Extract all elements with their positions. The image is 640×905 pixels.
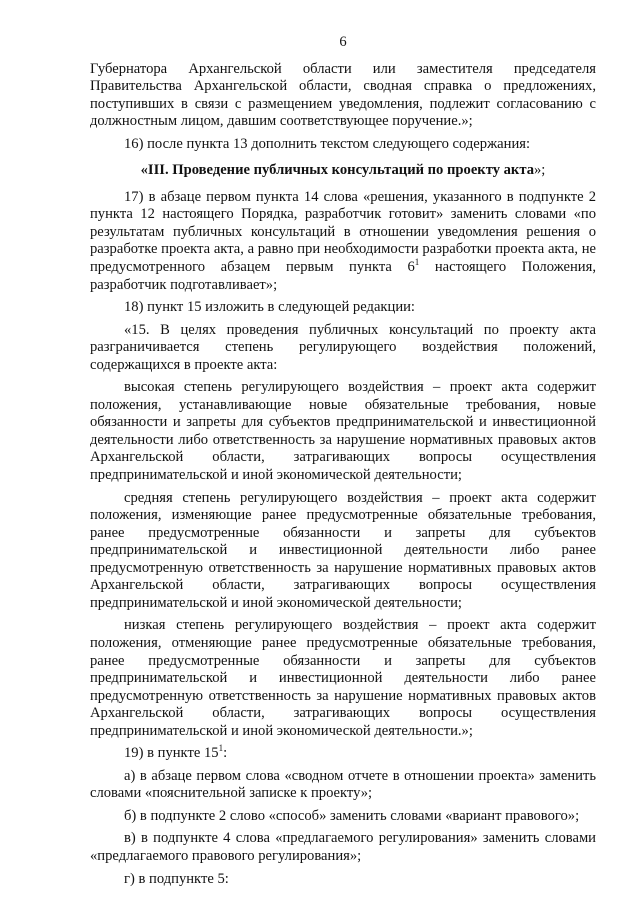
paragraph-sub-b: б) в подпункте 2 слово «способ» заменить словами «вариант правового»;: [124, 807, 580, 824]
paragraph-point-15: «15. В целях проведения публичных консультаций по проекту акта разграничивается степень регулирующего воздействия положений, содержащихся в проекте акта:: [90, 321, 596, 373]
paragraph-low-degree: низкая степень регулирующего воздействия – проект акта содержит положения, отменяющие ранее предусмотренные обязательные требования, ранее предусмотренные обязанности и запреты для субъектов предпринимательской и инвестиционной деятельности либо ранее предусмотренную ответственность за нарушение нормативных правовых актов Архангельской области, затрагивающих вопросы осуществления предпринимательской и иной экономической деятельности.»;: [90, 617, 596, 739]
item-19-text: 19) в пункте 15: [124, 745, 219, 762]
paragraph-continuation: Губернатора Архангельской области или заместителя председателя Правительства Архангельской области, сводная справка о предложениях, поступивших в связи с размещением уведомления, подлежит согласованию с должностным лицом, давшим соответствующее поручение.»;: [90, 60, 596, 130]
item-17-text-end: настоящего Положения, разработчик подготавливает»;: [90, 259, 596, 293]
item-19-superscript: 1: [218, 743, 224, 754]
paragraph-item-17: [90, 189, 596, 294]
item-17-text: 17) в абзаце первом пункта 14 слова «решения, указанного в подпункте 2 пункта 12 настоящего Порядка, разработчик готовит» заменить словами «по результатам публичных консультаций в отношении уведомления решения о разработке проекта акта, а равно при необходимости разработки проекта акта, не предусмотренного абзацем первым пункта 6: [90, 188, 596, 276]
item-19-colon: :: [223, 745, 228, 762]
paragraph-item-19: [90, 745, 596, 763]
paragraph-sub-g: г) в подпункте 5:: [124, 870, 229, 887]
section-heading-paragraph: [90, 162, 596, 180]
section-heading: «III. Проведение публичных консультаций по проекту акта: [140, 162, 534, 179]
paragraph-high-degree: высокая степень регулирующего воздействия – проект акта содержит положения, устанавливающие новые обязательные требования, новые обязанности и запреты для субъектов предпринимательской и инвестиционной деятельности либо ответственность за нарушение нормативных правовых актов Архангельской области, затрагивающих вопросы осуществления предпринимательской и иной экономической деятельности;: [90, 379, 596, 484]
paragraph-item-16: 16) после пункта 13 дополнить текстом следующего содержания:: [124, 135, 531, 152]
section-heading-tail: »;: [534, 162, 546, 179]
page-number: 6: [339, 34, 347, 50]
paragraph-item-18: 18) пункт 15 изложить в следующей редакции:: [124, 299, 415, 316]
paragraph-sub-v: в) в подпункте 4 слова «предлагаемого регулирования» заменить словами «предлагаемого правового регулирования»;: [90, 830, 596, 864]
item-17-superscript: 1: [414, 257, 420, 268]
paragraph-sub-a: а) в абзаце первом слова «сводном отчете в отношении проекта» заменить словами «пояснительной записке к проекту»;: [90, 767, 596, 802]
paragraph-medium-degree: средняя степень регулирующего воздействия – проект акта содержит положения, изменяющие ранее предусмотренные обязательные требования, ранее предусмотренные обязанности и запреты для субъектов предпринимательской и инвестиционной деятельности либо ранее предусмотренную ответственность за нарушение нормативных правовых актов Архангельской области, затрагивающих вопросы осуществления предпринимательской и иной экономической деятельности;: [90, 489, 596, 611]
